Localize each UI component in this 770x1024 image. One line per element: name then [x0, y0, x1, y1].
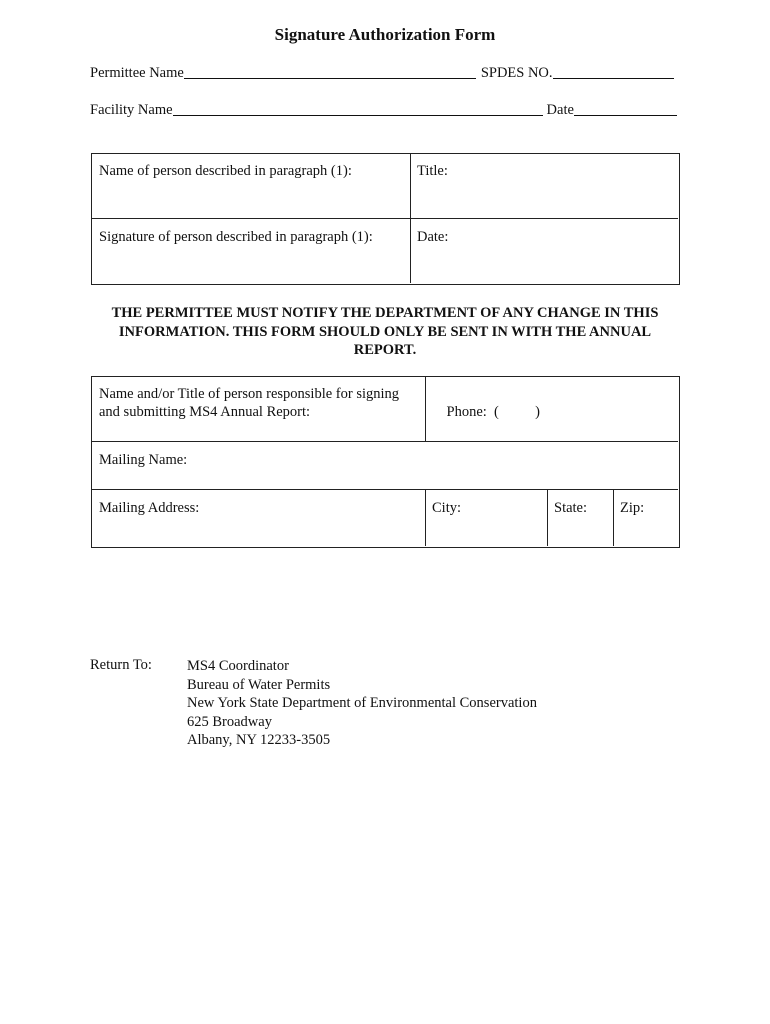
facility-name-label: Facility Name [90, 102, 173, 118]
person-signature-label: Signature of person described in paragraph (1): [99, 229, 373, 245]
mailing-name-cell[interactable] [92, 443, 678, 489]
notice-text: THE PERMITTEE MUST NOTIFY THE DEPARTMENT OF ANY CHANGE IN THIS INFORMATION. THIS FORM SHOULD ONLY BE SENT IN WITH THE ANNUAL REPORT. [111, 305, 659, 358]
date-label: Date [546, 102, 574, 118]
mailing-address-cell[interactable] [92, 491, 425, 546]
return-address-line: MS4 Coordinator [187, 658, 289, 674]
permittee-name-field[interactable] [184, 64, 476, 79]
signature-date-label: Date: [417, 229, 449, 245]
form-title: Signature Authorization Form [274, 25, 496, 44]
date-field[interactable] [574, 101, 677, 116]
responsible-person-label: Name and/or Title of person responsible for signing and submitting MS4 Annual Report: [99, 386, 400, 420]
contact-table [91, 376, 680, 548]
mailing-address-label: Mailing Address: [99, 500, 200, 516]
facility-name-field[interactable] [173, 101, 543, 116]
signatory-table [91, 153, 680, 285]
city-cell[interactable] [425, 491, 547, 546]
zip-label: Zip: [620, 500, 645, 516]
return-to-label: Return To: [90, 657, 152, 673]
return-address-line: Bureau of Water Permits [187, 676, 331, 693]
phone-label: Phone: ( ) [446, 404, 540, 420]
person-name-cell[interactable] [92, 154, 410, 218]
spdes-no-label: SPDES NO. [480, 65, 553, 81]
person-name-label: Name of person described in paragraph (1): [99, 163, 352, 179]
return-address-line: Albany, NY 12233-3505 [187, 732, 331, 748]
spdes-no-field[interactable] [553, 64, 674, 79]
facility-row [90, 99, 677, 119]
mailing-name-label: Mailing Name: [99, 452, 188, 468]
signature-date-cell[interactable] [410, 220, 678, 284]
state-label: State: [554, 500, 588, 516]
person-title-cell[interactable] [410, 154, 678, 218]
return-address-line: 625 Broadway [187, 713, 272, 730]
state-cell[interactable] [547, 491, 613, 546]
permittee-name-label: Permittee Name [90, 65, 184, 81]
return-address [187, 657, 537, 750]
phone-cell[interactable] [425, 377, 678, 441]
zip-cell[interactable] [613, 491, 678, 546]
person-signature-cell[interactable] [92, 220, 410, 284]
return-address-line: New York State Department of Environmental Conservation [187, 695, 537, 711]
responsible-person-cell[interactable] [92, 377, 425, 441]
permittee-row [90, 62, 674, 82]
person-title-label: Title: [417, 163, 448, 179]
city-label: City: [432, 500, 462, 516]
